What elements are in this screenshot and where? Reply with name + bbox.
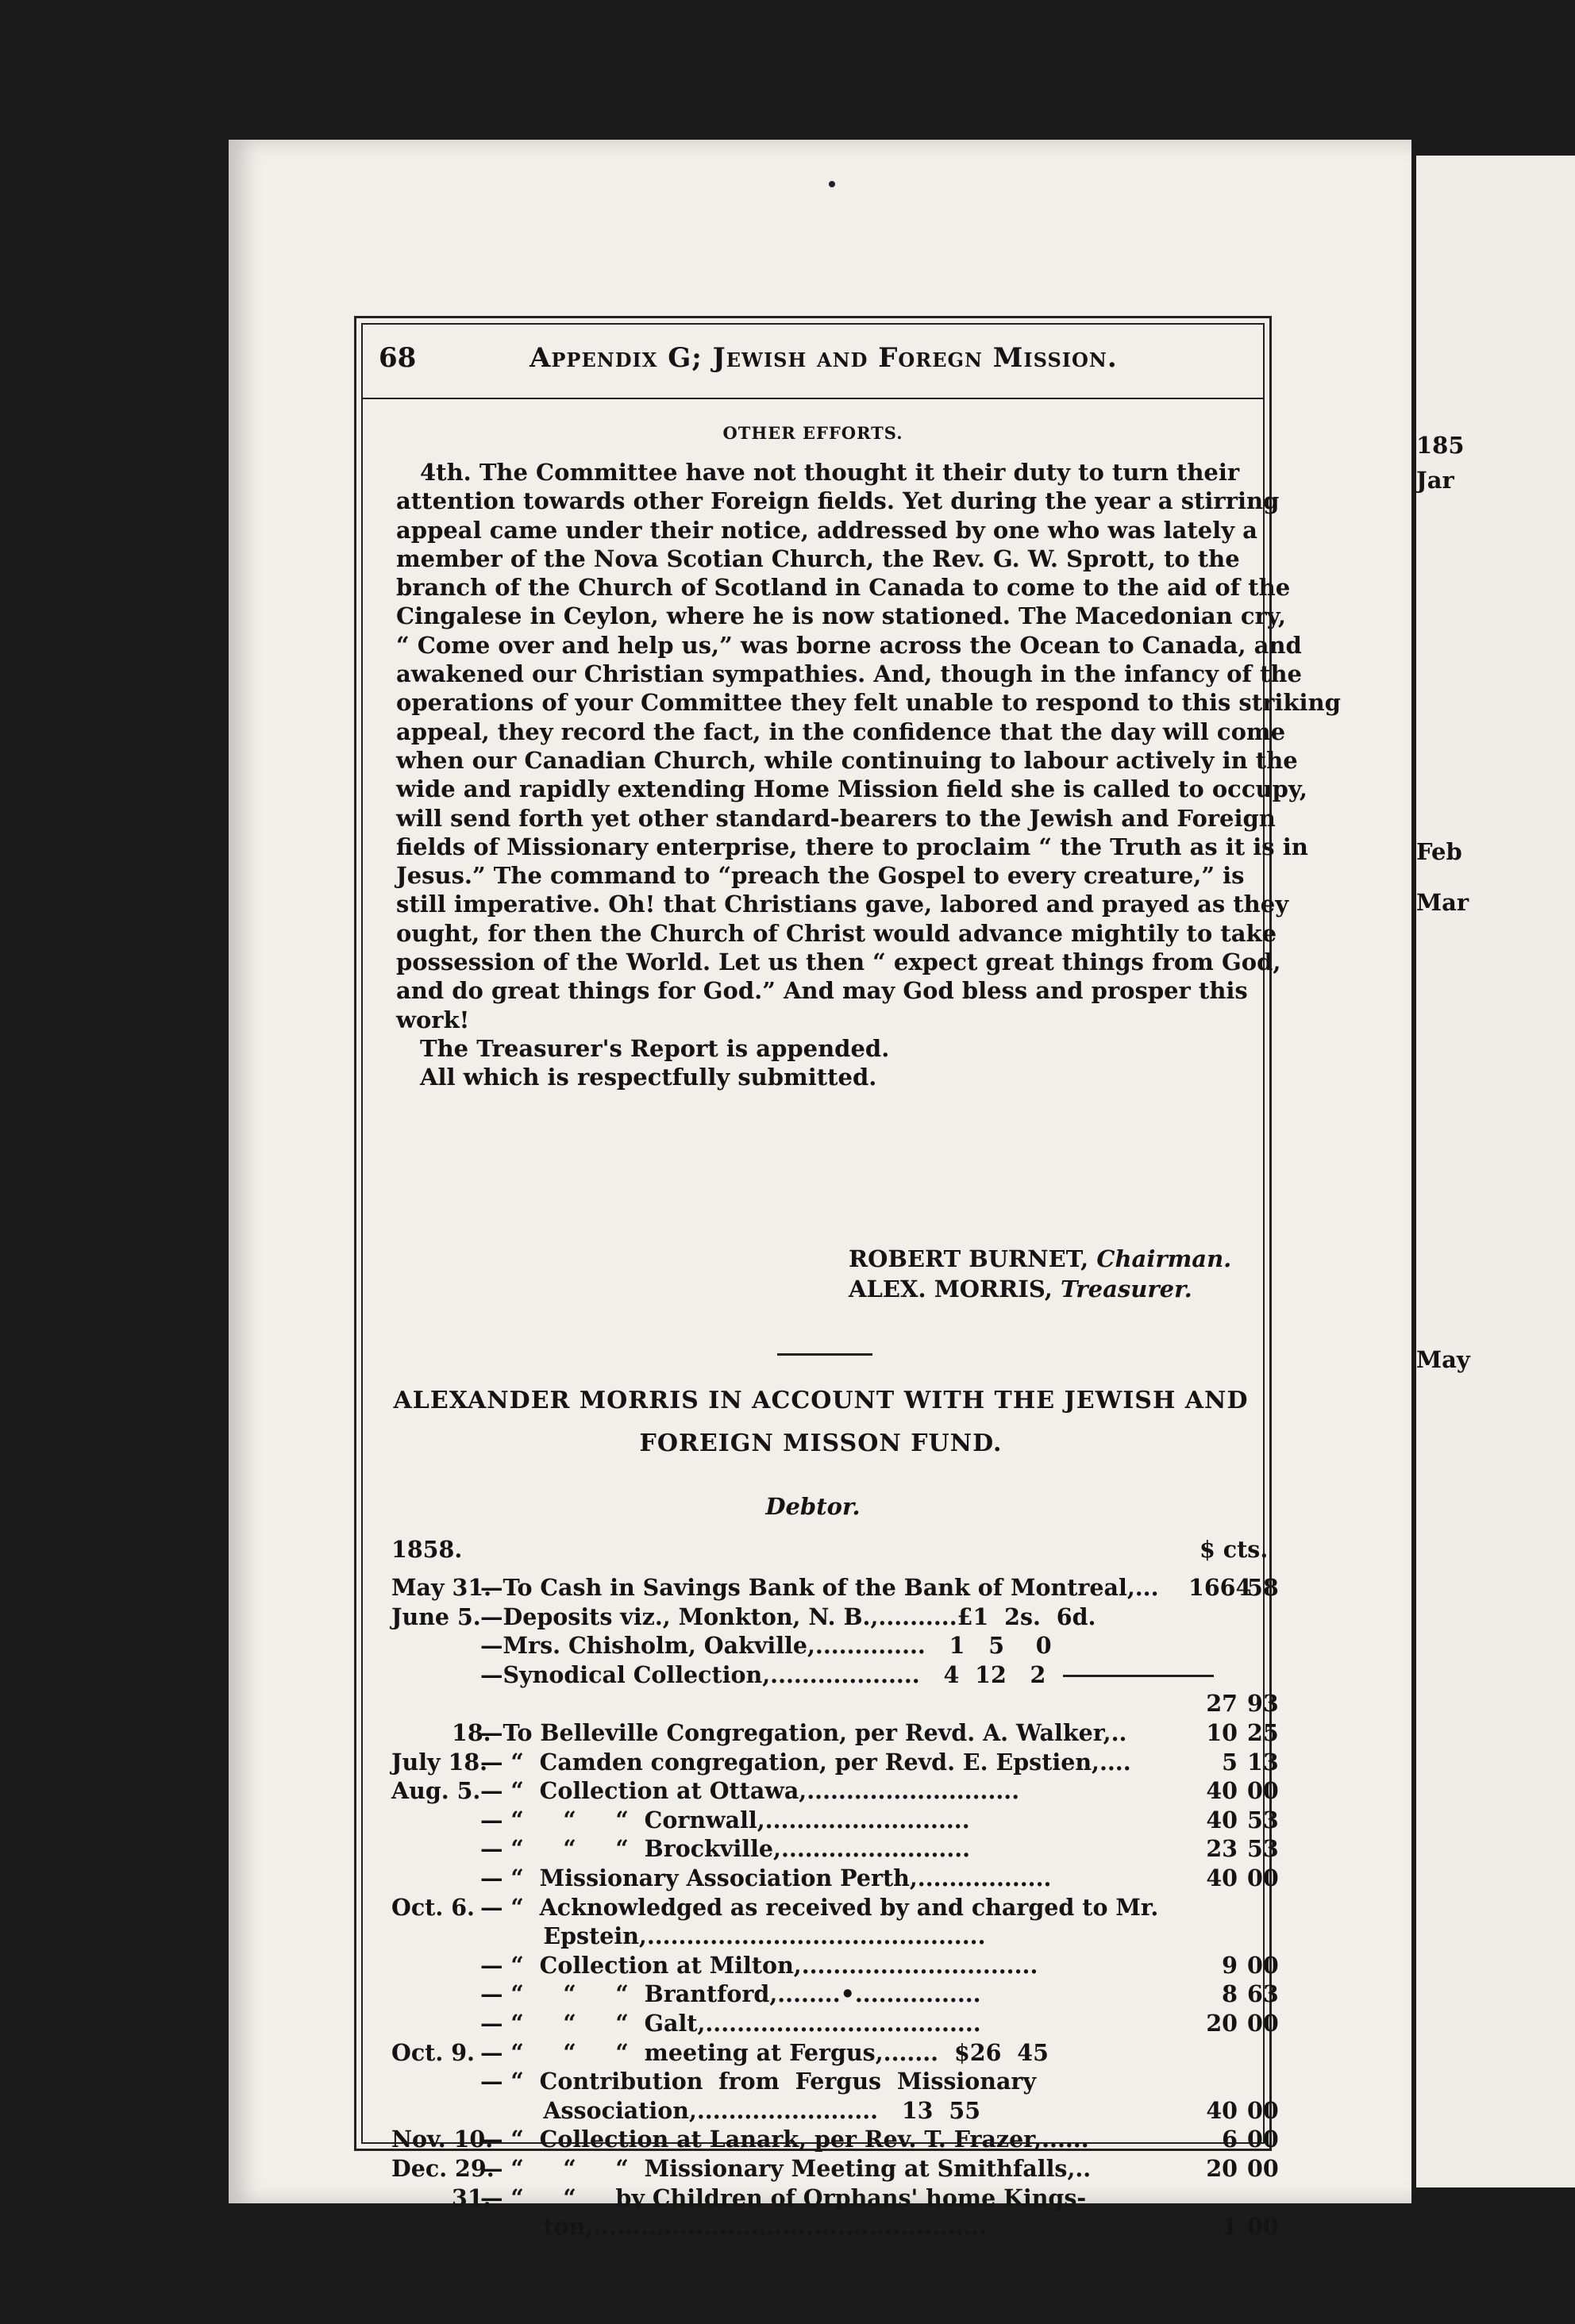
section-heading: OTHER EFFORTS. <box>722 423 903 443</box>
signature-name: ROBERT BURNET, <box>849 1245 1089 1272</box>
ledger-description: — “ Missionary Association Perth,................. <box>480 1864 1052 1891</box>
facing-fragment: May <box>1416 1346 1470 1373</box>
paragraph-line: work! <box>396 1006 470 1033</box>
ledger-cents: 13 <box>1247 1748 1279 1776</box>
paragraph-line: “ Come over and help us,” was borne across the Ocean to Canada, and <box>396 631 1302 659</box>
ledger-description: — “ “ “ Galt,................................... <box>480 2010 981 2037</box>
ledger-year: 1858. <box>391 1536 463 1563</box>
ledger-date: Aug. 5. <box>391 1777 481 1805</box>
facing-fragment: Feb <box>1416 838 1462 865</box>
ledger-description: — “ “ “ Brantford,........•................ <box>480 1980 981 2008</box>
ledger-description: — “ Contribution from Fergus Missionary <box>480 2068 1037 2095</box>
ledger-cents: 53 <box>1247 1835 1279 1863</box>
ledger-cents: 93 <box>1247 1690 1279 1718</box>
ledger-description: —Mrs. Chisholm, Oakville,.............. 1 5 0 <box>480 1632 1052 1660</box>
ledger-description: — “ Collection at Milton,.............................. <box>480 1951 1038 1979</box>
currency-heading: $ cts. <box>1200 1536 1269 1563</box>
ledger-cents: 00 <box>1247 2155 1279 2182</box>
page-border <box>354 316 1341 2241</box>
ledger-row <box>391 2126 1279 2153</box>
ink-dot <box>829 181 835 187</box>
paragraph-line: Cingalese in Ceylon, where he is now stationed. The Macedonian cry, <box>396 602 1286 630</box>
ledger-date: Dec. 29. <box>391 2155 495 2182</box>
paragraph-line: still imperative. Oh! that Christians gave, labored and prayed as they <box>396 891 1289 918</box>
ledger-date: May 31. <box>391 1574 492 1601</box>
signature-role: Chairman. <box>1096 1245 1232 1272</box>
ledger-dollars: 40 <box>1206 1806 1238 1833</box>
ledger-description: — “ Camden congregation, per Revd. E. Epstien,.... <box>480 1748 1131 1776</box>
ledger-row <box>391 1894 1265 1921</box>
ledger-dollars: 27 <box>1206 1690 1238 1718</box>
paragraph-line: attention towards other Foreign fields. Yet during the year a stirring <box>396 487 1280 515</box>
ledger-row <box>391 2068 1265 2095</box>
signature-chairman <box>849 1245 1231 1272</box>
ledger-row <box>391 2155 1279 2182</box>
ledger-row <box>391 1806 1279 1833</box>
ledger-cents: 00 <box>1247 1777 1279 1805</box>
ledger-description: — “ Acknowledged as received by and charged to Mr. <box>480 1893 1159 1921</box>
ledger-row <box>391 1951 1279 1979</box>
ledger-date: Oct. 9. <box>391 2038 475 2066</box>
ledger-cents: 00 <box>1247 2096 1279 2124</box>
ledger-row <box>391 2184 1265 2211</box>
ledger-cents: 00 <box>1247 2213 1279 2241</box>
ledger-row <box>391 1661 1265 1688</box>
body-paragraph <box>396 458 1341 1092</box>
ledger-row <box>391 2096 1279 2124</box>
document-page <box>229 140 1411 2241</box>
ledger-cents: 00 <box>1247 2126 1279 2153</box>
ledger-row <box>391 2010 1279 2037</box>
signature-treasurer <box>849 1276 1192 1302</box>
ledger-description: — “ “ “ Missionary Meeting at Smithfalls,.. <box>480 2155 1092 2182</box>
ledger-row <box>391 1719 1279 1746</box>
ledger-description: —Synodical Collection,................... 4 12 2 <box>480 1660 1046 1688</box>
ledger-description: — “ “ “ Cornwall,.......................... <box>480 1806 970 1833</box>
ledger-row <box>391 1864 1279 1891</box>
ledger-description: ton,.................................................. <box>480 2213 988 2241</box>
ledger-cents: 00 <box>1247 1864 1279 1891</box>
ledger-cents: 53 <box>1247 1806 1279 1833</box>
ledger-description: — “ “ by Children of Orphans' home Kings- <box>480 2184 1087 2211</box>
ledger-row <box>391 1748 1279 1776</box>
closing-line: The Treasurer's Report is appended. <box>420 1034 890 1062</box>
ledger-cents: 58 <box>1247 1574 1279 1601</box>
account-title-line1: ALEXANDER MORRIS IN ACCOUNT WITH THE JEWISH AND <box>393 1387 1249 1414</box>
ledger-dollars: 9 <box>1222 1951 1238 1979</box>
ledger-description: Association,....................... 13 55 <box>480 2096 981 2124</box>
ledger-dollars: 1664 <box>1188 1574 1252 1601</box>
paragraph-line: branch of the Church of Scotland in Canada to come to the aid of the <box>396 574 1291 602</box>
facing-page <box>1416 156 1575 2187</box>
ledger-description: — “ “ “ meeting at Fergus,....... $26 45 <box>480 2038 1049 2066</box>
paragraph-line: operations of your Committee they felt unable to respond to this striking <box>396 689 1341 717</box>
ledger-row <box>391 2213 1279 2241</box>
header-rule <box>363 398 1263 399</box>
ledger-dollars: 20 <box>1206 2010 1238 2037</box>
facing-fragment: 185 <box>1416 432 1465 459</box>
ledger-header <box>391 1536 1269 1563</box>
ledger-row <box>391 1690 1279 1718</box>
paragraph-line: ought, for then the Church of Christ would advance mightily to take <box>396 919 1277 947</box>
debtor-label: Debtor. <box>765 1493 861 1520</box>
paragraph-line: when our Canadian Church, while continuing to labour actively in the <box>396 746 1298 774</box>
ledger-dollars: 23 <box>1206 1835 1238 1863</box>
ledger-date: Nov. 10. <box>391 2126 494 2153</box>
paragraph-line: will send forth yet other standard-bearers to the Jewish and Foreign <box>396 804 1276 832</box>
paragraph-line: member of the Nova Scotian Church, the Rev. G. W. Sprott, to the <box>396 544 1240 572</box>
section-divider <box>777 1353 872 1356</box>
paragraph-line: possession of the World. Let us then “ expect great things from God, <box>396 948 1281 976</box>
ledger-dollars: 6 <box>1222 2126 1238 2153</box>
ledger-dollars: 1 <box>1222 2213 1238 2241</box>
ledger-row <box>391 1835 1279 1863</box>
ledger-date: 31. <box>452 2184 491 2211</box>
ledger-date: Oct. 6. <box>391 1893 475 1921</box>
ledger-description: — “ Collection at Ottawa,........................... <box>480 1777 1020 1805</box>
ledger-cents: 00 <box>1247 1951 1279 1979</box>
paragraph-line: appeal came under their notice, addressed by one who was lately a <box>396 516 1257 544</box>
ledger-row <box>391 1922 1265 1949</box>
ledger-row <box>391 2039 1265 2066</box>
ledger-cents: 63 <box>1247 1980 1279 2008</box>
ledger-dollars: 40 <box>1206 2096 1238 2124</box>
paragraph-line: appeal, they record the fact, in the confidence that the day will come <box>396 718 1286 745</box>
ledger-row <box>391 1574 1279 1601</box>
ledger-date: 18. <box>452 1719 491 1746</box>
paragraph-line: awakened our Christian sympathies. And, though in the infancy of the <box>396 660 1302 688</box>
account-title-line2: FOREIGN MISSON FUND. <box>639 1429 1003 1457</box>
signature-name: ALEX. MORRIS, <box>849 1276 1053 1302</box>
ledger-description: — “ Collection at Lanark, per Rev. T. Frazer,...... <box>480 2126 1089 2153</box>
ledger-description: Epstein,........................................... <box>480 1922 986 1950</box>
ledger-dollars: 40 <box>1206 1864 1238 1891</box>
paragraph-line: fields of Missionary enterprise, there to proclaim “ the Truth as it is in <box>396 833 1308 860</box>
ledger-description: —To Belleville Congregation, per Revd. A. Walker,.. <box>480 1719 1127 1746</box>
ledger-dollars: 10 <box>1206 1719 1238 1746</box>
ledger-row <box>391 1603 1265 1630</box>
ledger-cents: 00 <box>1247 2010 1279 2037</box>
closing-line: All which is respectfully submitted. <box>420 1064 877 1091</box>
ledger-description: —Deposits viz., Monkton, N. B.,..........£1 2s. 6d. <box>480 1603 1096 1630</box>
paragraph-line: 4th. The Committee have not thought it their duty to turn their <box>420 459 1240 486</box>
ledger-description: — “ “ “ Brockville,........................ <box>480 1835 971 1863</box>
signature-role: Treasurer. <box>1060 1276 1192 1302</box>
ledger-description: —To Cash in Savings Bank of the Bank of Montreal,... <box>480 1574 1159 1601</box>
paragraph-line: Jesus.” The command to “preach the Gospel to every creature,” is <box>396 862 1245 890</box>
ledger-dollars: 5 <box>1222 1748 1238 1776</box>
ledger-row <box>391 1980 1279 2008</box>
ledger-dollars: 40 <box>1206 1777 1238 1805</box>
facing-fragment: Jar <box>1416 467 1454 494</box>
paragraph-line: wide and rapidly extending Home Mission field she is called to occupy, <box>396 775 1308 803</box>
ledger-date: July 18. <box>391 1748 488 1776</box>
page-number: 68 <box>379 342 417 374</box>
ledger-cents: 25 <box>1247 1719 1279 1746</box>
page-title: Appendix G; Jewish and Foregn Mission. <box>529 342 1118 374</box>
ledger-dollars: 8 <box>1222 1980 1238 2008</box>
ledger-row <box>391 1632 1265 1659</box>
ledger-dollars: 20 <box>1206 2155 1238 2182</box>
ledger-row <box>391 1777 1279 1805</box>
paragraph-line: and do great things for God.” And may God bless and prosper this <box>396 977 1248 1005</box>
ledger-date: June 5. <box>391 1603 481 1630</box>
facing-fragment: Mar <box>1416 889 1469 916</box>
